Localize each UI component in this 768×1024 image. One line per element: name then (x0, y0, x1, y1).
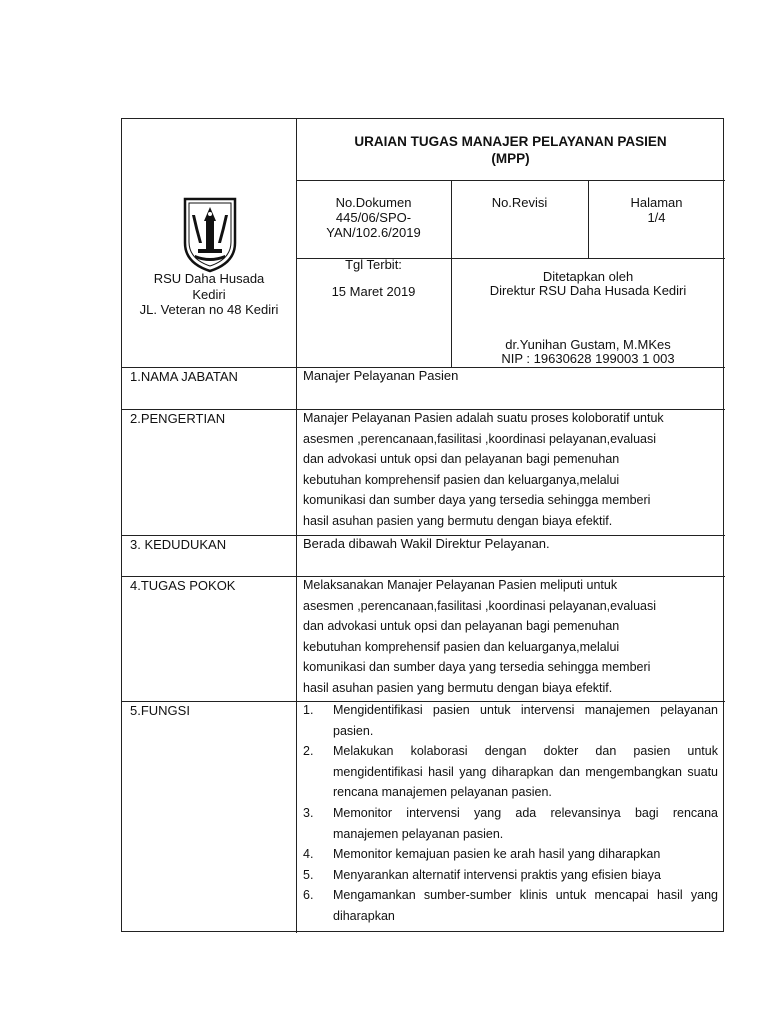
approval-block: Ditetapkan oleh Direktur RSU Daha Husada Kediri (489, 269, 687, 298)
no-dokumen-value: YAN/102.6/2019 (326, 225, 421, 240)
org-city: Kediri (192, 286, 226, 302)
signer-block (451, 338, 725, 366)
organization-info (122, 271, 296, 318)
east-java-emblem-icon (181, 195, 239, 273)
list-item: 4. Memonitor kemajuan pasien ke arah hasil yang diharapkan (303, 847, 661, 862)
list-item: 5. Menyarankan alternatif intervensi praktis yang efisien biaya (303, 867, 661, 882)
halaman-value: 1/4 (647, 210, 666, 225)
no-dokumen-value: 445/06/SPO- (335, 210, 412, 225)
section-label-tugas-pokok: 4.TUGAS POKOK (130, 578, 236, 593)
section-text-nama-jabatan: Manajer Pelayanan Pasien (303, 368, 459, 383)
list-item: 3. Memonitor intervensi yang ada relevansinya bagi rencana manajemen pelayanan pasien. (303, 805, 718, 841)
list-item: 2. Melakukan kolaborasi dengan dokter dan pasien untuk mengidentifikasi hasil yang diharapkan dan mengembangkan suatu rencana manajemen pelayanan pasien. (303, 744, 718, 800)
section-label-fungsi: 5.FUNGSI (130, 703, 190, 718)
no-dokumen-label: No.Dokumen (335, 195, 412, 210)
document-title: URAIAN TUGAS MANAJER PELAYANAN PASIEN (MPP) (354, 134, 667, 166)
document-table (121, 118, 724, 932)
org-name: RSU Daha Husada (153, 271, 265, 286)
list-item: 6. Mengamankan sumber-sumber klinis untuk mencapai hasil yang diharapkan (303, 888, 718, 923)
org-address: JL. Veteran no 48 Kediri (139, 302, 279, 317)
no-revisi-label: No.Revisi (491, 195, 548, 210)
signer-name: dr.Yunihan Gustam, M.MKes (505, 337, 671, 352)
section-text-kedudukan: Berada dibawah Wakil Direktur Pelayanan. (303, 536, 550, 551)
no-dokumen (296, 195, 451, 240)
section-text-tugas-pokok: Melaksanakan Manajer Pelayanan Pasien meliputi untuk asesmen ,perencanaan,fasilitasi ,koordinasi pelayanan,evaluasi dan advokasi untuk opsi dan pelayanan bagi pemenuhan kebutuhan komprehensif pasien dan keluarganya,melalui komunikasi dan sumber daya yang tersedia sehingga memberi hasil asuhan pasien yang bermutu dengan biaya efektif. (303, 578, 656, 695)
section-label-pengertian: 2.PENGERTIAN (130, 411, 226, 426)
divider (296, 367, 297, 933)
halaman (588, 195, 725, 225)
tgl-terbit-label: Tgl Terbit: (345, 257, 402, 272)
tgl-terbit-value: 15 Maret 2019 (331, 284, 416, 299)
divider (296, 180, 725, 181)
fungsi-list (303, 700, 718, 927)
section-label-kedudukan: 3. KEDUDUKAN (130, 537, 227, 552)
section-text-pengertian: Manajer Pelayanan Pasien adalah suatu proses koloboratif untuk asesmen ,perencanaan,fasilitasi ,koordinasi pelayanan,evaluasi dan advokasi untuk opsi dan pelayanan bagi pemenuhan kebutuhan komprehensif pasien dan keluarganya,melalui komunikasi dan sumber daya yang tersedia sehingga memberi hasil asuhan pasien yang bermutu dengan biaya efektif. (303, 411, 664, 528)
list-item: 1. Mengidentifikasi pasien untuk intervensi manajemen pelayanan pasien. (303, 703, 718, 738)
section-list-fungsi (303, 700, 718, 927)
signer-nip: NIP : 19630628 199003 1 003 (501, 351, 675, 366)
no-revisi (451, 195, 588, 210)
section-label-nama-jabatan: 1.NAMA JABATAN (130, 369, 238, 384)
halaman-label: Halaman (630, 195, 683, 210)
